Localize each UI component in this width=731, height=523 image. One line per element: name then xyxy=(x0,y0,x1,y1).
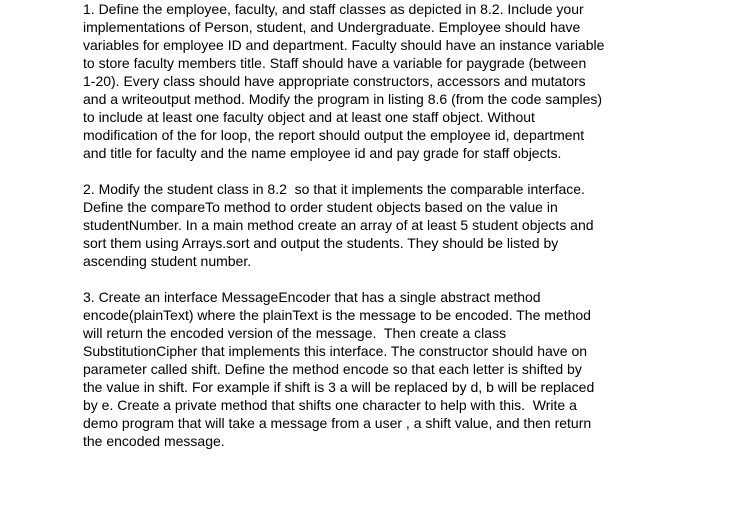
text-line: implementations of Person, student, and Undergraduate. Employee should have xyxy=(83,19,581,35)
text-line: ascending student number. xyxy=(83,253,252,269)
text-line: the value in shift. For example if shift is 3 a will be replaced by d, b will be replaced xyxy=(83,379,595,395)
text-line: modification of the for loop, the report should output the employee id, department xyxy=(83,127,585,143)
text-line: and title for faculty and the name employee id and pay grade for staff objects. xyxy=(83,145,562,161)
text-line: to include at least one faculty object and at least one staff object. Without xyxy=(83,109,535,125)
text-line: variables for employee ID and department. Faculty should have an instance variable xyxy=(83,37,605,53)
text-line: will return the encoded version of the message. Then create a class xyxy=(83,325,507,341)
text-line: 1-20). Every class should have appropriate constructors, accessors and mutators xyxy=(83,73,586,89)
text-line: studentNumber. In a main method create an array of at least 5 student objects and xyxy=(83,217,594,233)
text-line: SubstitutionCipher that implements this interface. The constructor should have on xyxy=(83,343,588,359)
text-line: the encoded message. xyxy=(83,433,225,449)
text-line: sort them using Arrays.sort and output the students. They should be listed by xyxy=(83,235,559,251)
text-line: to store faculty members title. Staff should have a variable for paygrade (between xyxy=(83,55,587,71)
text-line: 3. Create an interface MessageEncoder that has a single abstract method xyxy=(83,289,541,305)
text-line: demo program that will take a message from a user , a shift value, and then return xyxy=(83,415,592,431)
text-line: parameter called shift. Define the method encode so that each letter is shifted by xyxy=(83,361,582,377)
text-line: and a writeoutput method. Modify the program in listing 8.6 (from the code samples) xyxy=(83,91,603,107)
paragraph-1 xyxy=(83,0,673,162)
paragraph-2 xyxy=(83,180,673,270)
text-line: encode(plainText) where the plainText is the message to be encoded. The method xyxy=(83,307,591,323)
text-line: 2. Modify the student class in 8.2 so that it implements the comparable interface. xyxy=(83,181,585,197)
paragraph-3 xyxy=(83,288,673,450)
text-line: 1. Define the employee, faculty, and staff classes as depicted in 8.2. Include your xyxy=(83,1,584,17)
text-line: by e. Create a private method that shifts one character to help with this. Write a xyxy=(83,397,577,413)
document-body xyxy=(83,0,673,450)
text-line: Define the compareTo method to order student objects based on the value in xyxy=(83,199,558,215)
